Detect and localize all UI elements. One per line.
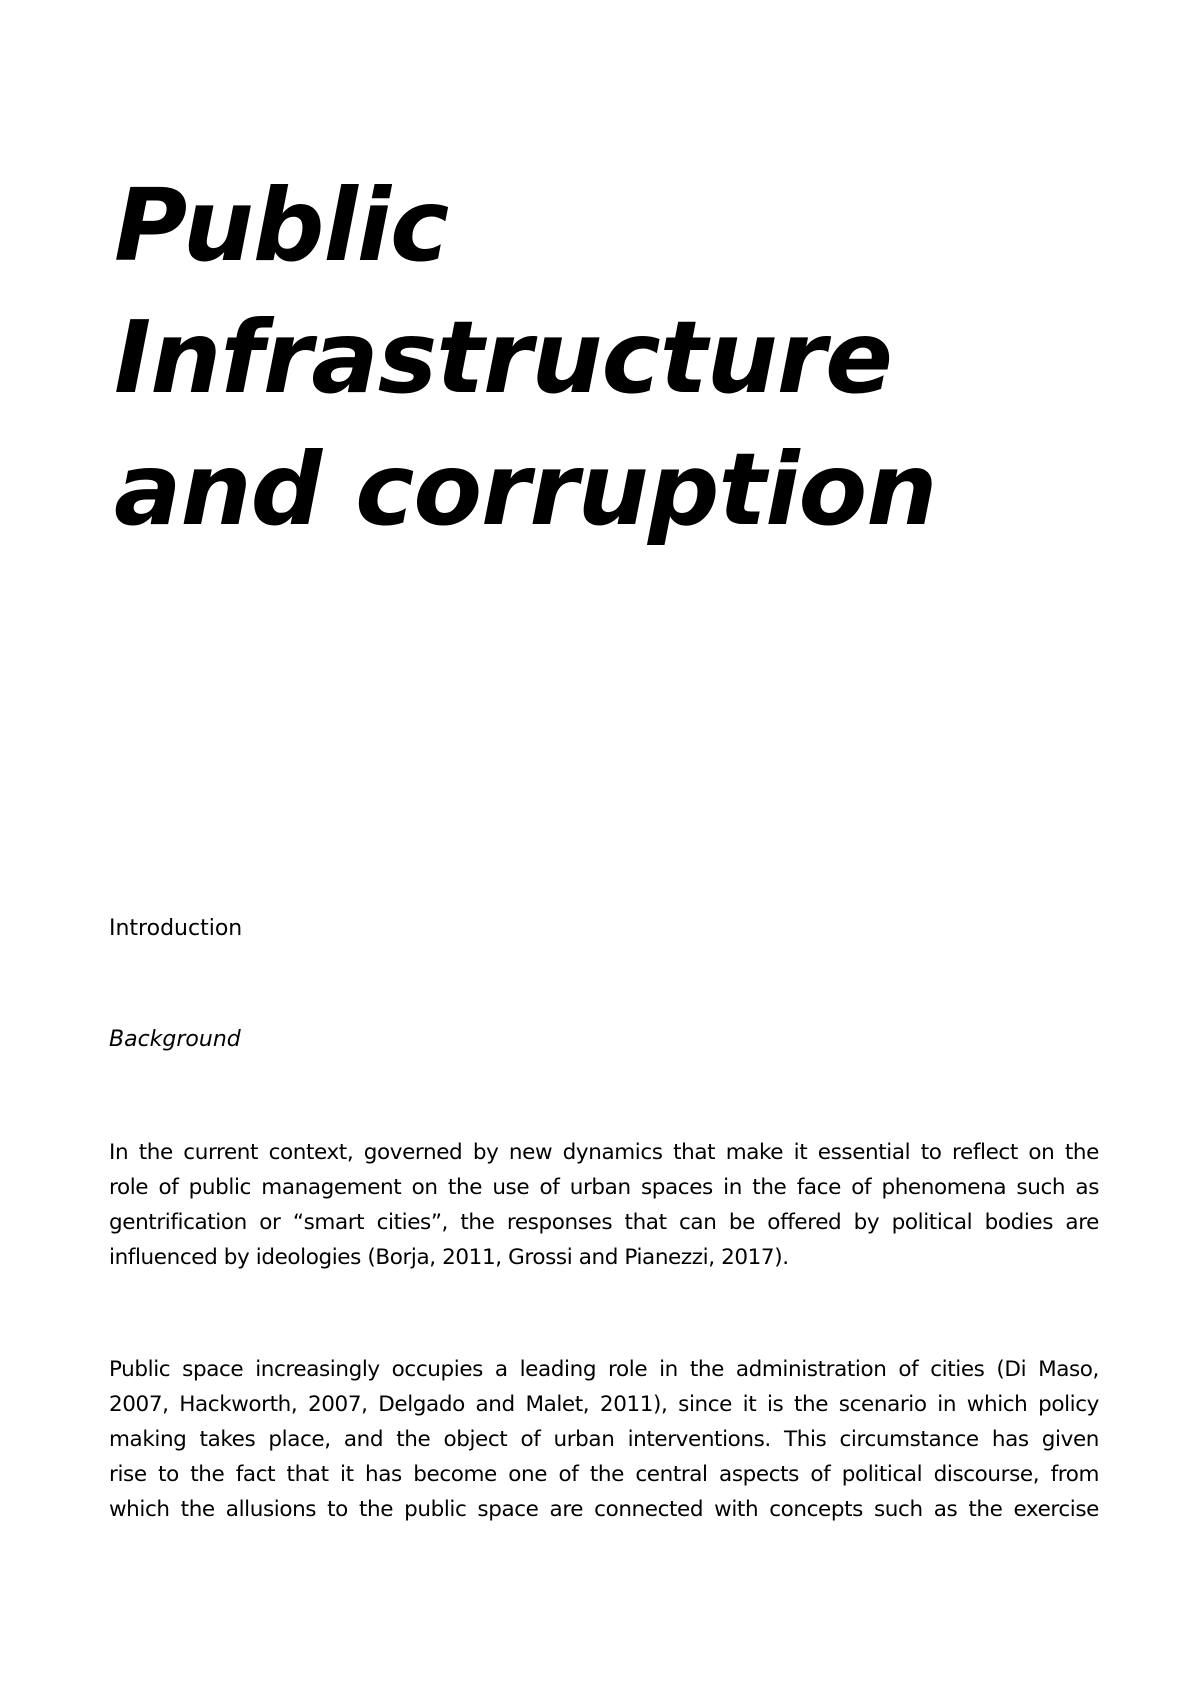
- document-title: [114, 160, 1114, 556]
- body-paragraph-1: [109, 1135, 1099, 1275]
- paragraph-line: role of public management on the use of urban spaces in the face of phenomena such as: [109, 1175, 1099, 1200]
- title-line: Infrastructure: [114, 299, 892, 416]
- paragraph-line: Public space increasingly occupies a leading role in the administration of cities (Di Maso,: [109, 1357, 1099, 1382]
- title-line: Public: [114, 167, 449, 284]
- paragraph-line: influenced by ideologies (Borja, 2011, Grossi and Pianezzi, 2017).: [109, 1245, 789, 1270]
- paragraph-line: rise to the fact that it has become one of the central aspects of political discourse, from: [109, 1462, 1099, 1487]
- title-line: and corruption: [114, 431, 937, 548]
- body-paragraph-2: [109, 1352, 1099, 1527]
- paragraph-line: 2007, Hackworth, 2007, Delgado and Malet, 2011), since it is the scenario in which policy: [109, 1392, 1099, 1417]
- background-subheading: Background: [109, 1027, 241, 1052]
- paragraph-line: making takes place, and the object of urban interventions. This circumstance has given: [109, 1427, 1099, 1452]
- introduction-heading: Introduction: [109, 916, 243, 941]
- paragraph-line: gentrification or “smart cities”, the responses that can be offered by political bodies are: [109, 1210, 1099, 1235]
- paragraph-line: which the allusions to the public space are connected with concepts such as the exercise: [109, 1497, 1099, 1522]
- paragraph-line: In the current context, governed by new dynamics that make it essential to reflect on the: [109, 1140, 1099, 1165]
